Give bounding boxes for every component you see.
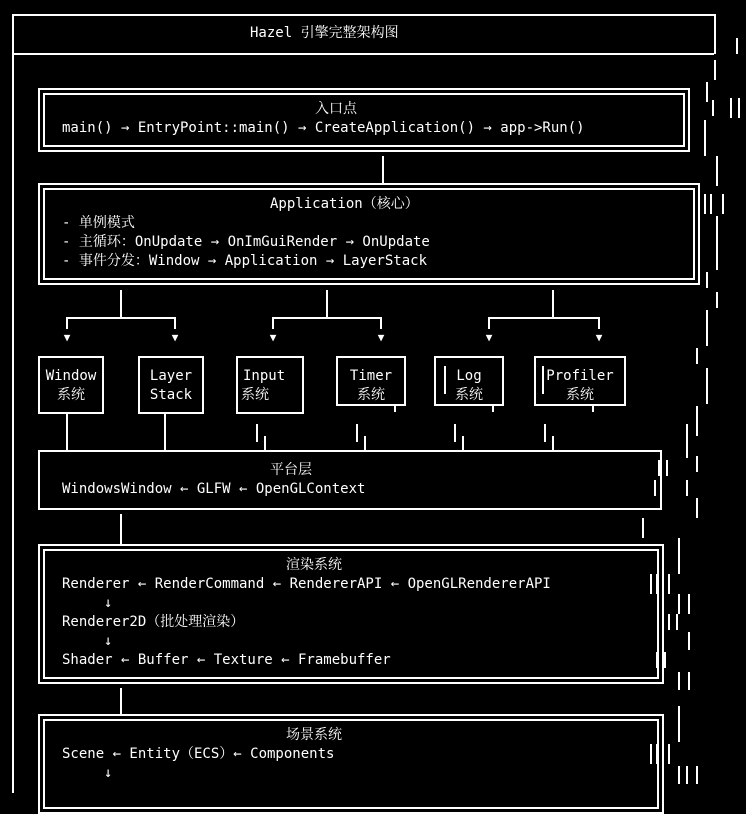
module-log-line2: 系统 [455,387,483,403]
entry-point-flow: main() → EntryPoint::main() → CreateApplication() → app->Run() [62,120,585,136]
arrow-to-timer: ▼ [377,331,385,344]
module-timer [336,356,406,406]
module-profiler-line1: Profiler [546,368,614,384]
arrow-to-profiler: ▼ [595,331,603,344]
module-window-line2: 系统 [57,387,85,403]
connector-entry-app [382,156,384,184]
entry-point-title: 入口点 [315,101,357,117]
renderer2d-line: Renderer2D（批处理渲染） [62,614,245,630]
renderer-down-arrow-1: ↓ [104,595,113,611]
arrow-to-window: ▼ [63,331,71,344]
platform-layer-chain: WindowsWindow ← GLFW ← OpenGLContext [62,481,366,497]
module-layerstack [138,356,204,414]
profiler-box-inner-left-mark [542,366,544,394]
module-timer-line1: Timer [349,368,393,384]
outer-left-border [12,14,14,793]
module-profiler [534,356,626,406]
module-input-line2: 系统 [241,387,269,403]
application-title: Application（核心） [270,196,419,212]
arrow-to-layerstack: ▼ [171,331,179,344]
scene-system-title: 场景系统 [286,727,342,743]
module-window-line1: Window [45,368,97,384]
connector-platform-renderer [120,514,122,544]
application-line-singleton: - 单例模式 [62,215,135,231]
log-box-inner-left-mark [444,366,446,394]
module-input-line1: Input [243,368,286,384]
module-layerstack-line2: Stack [149,387,193,403]
scene-system-box [38,714,664,814]
diagram-title: Hazel 引擎完整架构图 [250,25,399,41]
renderer-down-arrow-2: ↓ [104,633,113,649]
arrow-to-input: ▼ [269,331,277,344]
application-line-event-dispatch: - 事件分发：Window → Application → LayerStack [62,253,428,269]
module-input [236,356,304,414]
module-log-line1: Log [456,368,482,384]
arrow-to-log: ▼ [485,331,493,344]
scene-down-arrow: ↓ [104,765,113,781]
platform-layer-title: 平台层 [270,462,312,478]
renderer-resources-chain: Shader ← Buffer ← Texture ← Framebuffer [62,652,391,668]
scene-chain: Scene ← Entity（ECS）← Components [62,746,335,762]
renderer-chain: Renderer ← RenderCommand ← RendererAPI ← OpenGLRendererAPI [62,576,551,592]
title-separator [12,53,714,55]
renderer-system-title: 渲染系统 [286,557,342,573]
module-layerstack-line1: Layer [149,368,193,384]
module-timer-line2: 系统 [357,387,385,403]
application-line-main-loop: - 主循环：OnUpdate → OnImGuiRender → OnUpdate [62,234,430,250]
connector-renderer-scene [120,688,122,716]
outer-top-border [12,14,714,16]
module-window [38,356,104,414]
module-profiler-line2: 系统 [566,387,594,403]
outer-right-border [714,14,716,54]
